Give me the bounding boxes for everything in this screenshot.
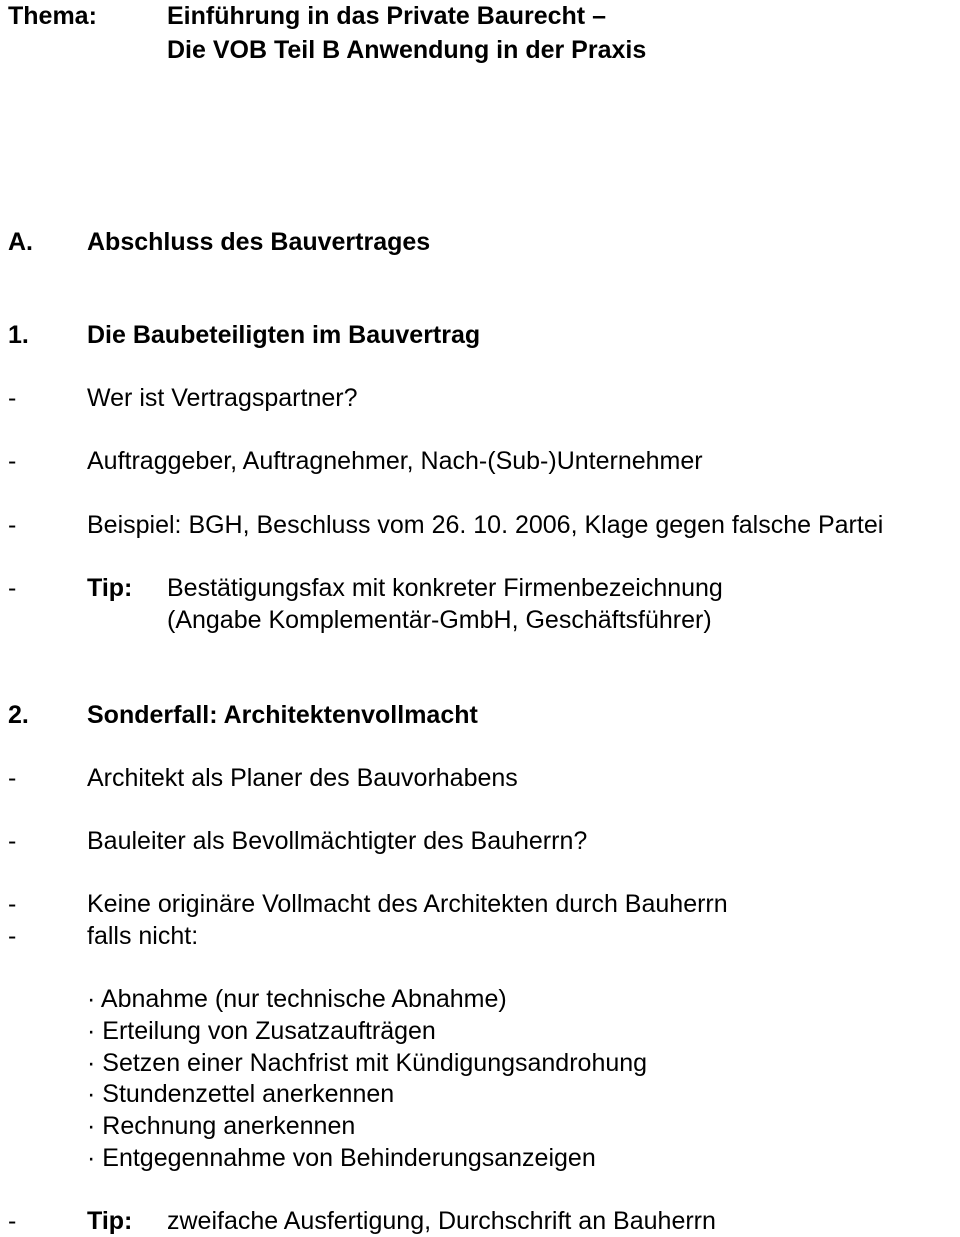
bullet-dot: · [87, 1049, 96, 1077]
bullet-text: Stundenzettel anerkennen [102, 1080, 395, 1108]
tip-label: Tip: [87, 574, 133, 602]
tip-text-line-2: (Angabe Komplementär-GmbH, Geschäftsführer) [167, 606, 712, 634]
sub1-title: Die Baubeteiligten im Bauvertrag [87, 321, 481, 349]
list-dash: - [8, 574, 17, 602]
list-item: falls nicht: [87, 922, 199, 950]
list-dash: - [8, 447, 17, 475]
bullet-dot: · [87, 1112, 96, 1140]
list-dash: - [8, 384, 17, 412]
tip-label: Tip: [87, 1207, 133, 1235]
list-dash: - [8, 922, 17, 950]
header-label: Thema: [8, 2, 97, 30]
bullet-text: Entgegennahme von Behinderungsanzeigen [102, 1144, 596, 1172]
list-dash: - [8, 764, 17, 792]
list-item: Bauleiter als Bevollmächtigter des Bauherrn? [87, 827, 588, 855]
list-item: Keine originäre Vollmacht des Architekten durch Bauherrn [87, 890, 728, 918]
list-item: Auftraggeber, Auftragnehmer, Nach-(Sub-)Unternehmer [87, 447, 703, 475]
bullet-text: Abnahme (nur technische Abnahme) [100, 985, 507, 1013]
bullet-text: Erteilung von Zusatzaufträgen [102, 1017, 436, 1045]
list-item: Architekt als Planer des Bauvorhabens [87, 764, 518, 792]
bullet-dot: · [87, 1144, 96, 1172]
list-dash: - [8, 511, 17, 539]
sub2-number: 2. [8, 701, 29, 729]
bullet-item [87, 983, 507, 1015]
bullet-item [87, 1078, 394, 1110]
bullet-item [87, 1142, 596, 1174]
section-a-title: Abschluss des Bauvertrages [87, 228, 431, 256]
sub2-title: Sonderfall: Architektenvollmacht [87, 701, 478, 729]
bullet-dot: · [87, 1080, 96, 1108]
page-title-line-2: Die VOB Teil B Anwendung in der Praxis [167, 36, 647, 64]
list-dash: - [8, 827, 17, 855]
page-title-line-1: Einführung in das Private Baurecht – [167, 2, 606, 30]
tip-text-line-1: Bestätigungsfax mit konkreter Firmenbezeichnung [167, 574, 723, 602]
bullet-dot: · [87, 1017, 96, 1045]
tip-text: zweifache Ausfertigung, Durchschrift an Bauherrn [167, 1207, 716, 1235]
bullet-text: Rechnung anerkennen [102, 1112, 356, 1140]
list-item: Wer ist Vertragspartner? [87, 384, 358, 412]
bullet-item [87, 1047, 647, 1079]
bullet-item [87, 1015, 436, 1047]
list-dash: - [8, 890, 17, 918]
section-a-number: A. [8, 228, 33, 256]
bullet-dot: · [87, 985, 96, 1013]
list-dash: - [8, 1207, 17, 1235]
bullet-item [87, 1110, 355, 1142]
bullet-text: Setzen einer Nachfrist mit Kündigungsandrohung [102, 1049, 648, 1077]
sub1-number: 1. [8, 321, 29, 349]
list-item: Beispiel: BGH, Beschluss vom 26. 10. 2006, Klage gegen falsche Partei [87, 511, 884, 539]
